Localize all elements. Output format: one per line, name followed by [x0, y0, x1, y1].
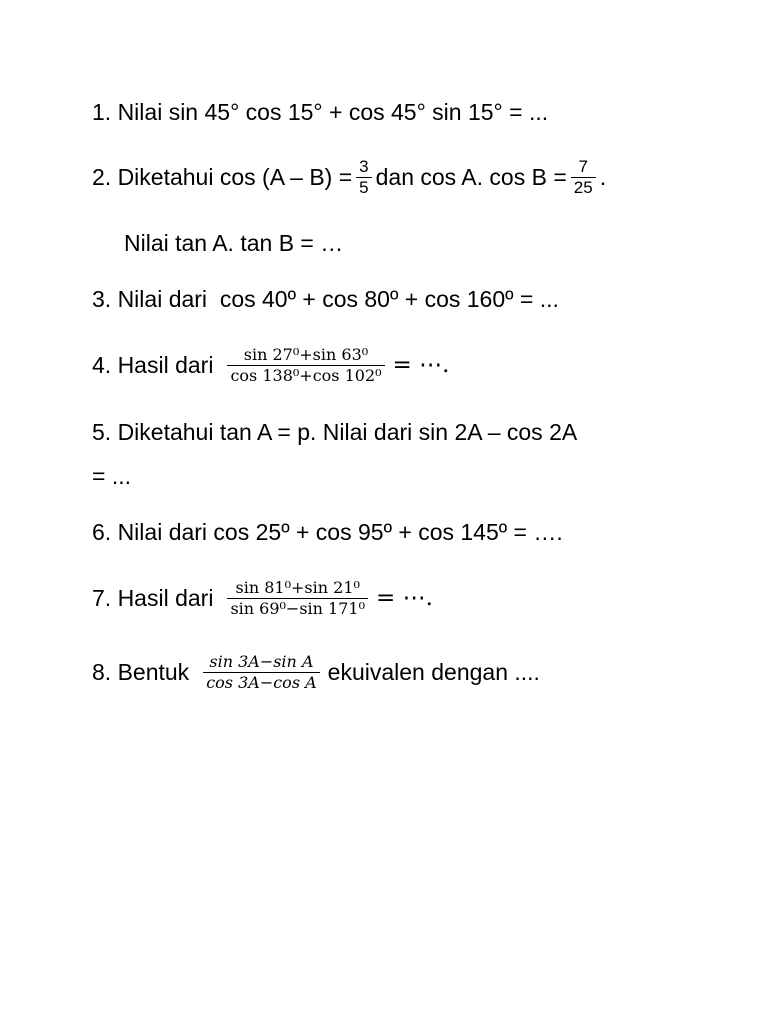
question-4-suffix: = ⋯. [392, 352, 450, 378]
question-7-fraction [227, 578, 368, 619]
question-3 [92, 285, 559, 313]
question-8 [92, 643, 540, 701]
fraction-numerator: 7 [578, 156, 588, 176]
fraction-denominator: 5 [359, 177, 369, 197]
question-1 [92, 98, 548, 126]
fraction-denominator: cos 138⁰+cos 102⁰ [230, 365, 382, 385]
question-4-prefix: 4. Hasil dari [92, 352, 214, 378]
question-1-text: 1. Nilai sin 45° cos 15° + cos 45° sin 15° = ... [92, 99, 549, 125]
fraction-numerator: sin 27⁰+sin 63⁰ [243, 344, 369, 364]
question-2 [92, 148, 606, 206]
question-8-suffix: ekuivalen dengan .... [327, 659, 540, 685]
fraction-numerator: sin 3A−sin A [209, 651, 314, 671]
question-2-prefix: 2. Diketahui cos (A – B) = [92, 164, 353, 190]
question-4 [92, 336, 449, 394]
question-5 [92, 418, 577, 446]
question-7-prefix: 7. Hasil dari [92, 585, 214, 611]
question-6 [92, 518, 563, 546]
question-8-prefix: 8. Bentuk [92, 659, 190, 685]
fraction-denominator: cos 3A−cos A [206, 672, 317, 692]
question-8-fraction [203, 652, 319, 693]
fraction-denominator: 25 [573, 177, 593, 197]
question-5-line-1: 5. Diketahui tan A = p. Nilai dari sin 2A – cos 2A [92, 419, 578, 445]
question-7-suffix: = ⋯. [376, 585, 433, 611]
question-2-line-2-text: Nilai tan A. tan B = … [124, 230, 344, 256]
question-2-fraction-2 [571, 157, 596, 198]
question-5-line-2 [92, 462, 131, 490]
question-5-line-2-text: = ... [92, 463, 131, 489]
fraction-numerator: 3 [359, 156, 369, 176]
fraction-numerator: sin 81⁰+sin 21⁰ [235, 577, 360, 597]
fraction-denominator: sin 69⁰−sin 171⁰ [230, 598, 366, 618]
question-3-text: 3. Nilai dari cos 40º + cos 80º + cos 160º = ... [92, 286, 559, 312]
question-6-text: 6. Nilai dari cos 25º + cos 95º + cos 145º = …. [92, 519, 563, 545]
question-7 [92, 569, 433, 627]
question-2-suffix: . [599, 164, 607, 190]
question-4-fraction [227, 345, 384, 386]
question-2-fraction-1 [356, 157, 371, 198]
question-2-line-2 [124, 229, 343, 257]
question-2-middle: dan cos A. cos B = [375, 164, 567, 190]
